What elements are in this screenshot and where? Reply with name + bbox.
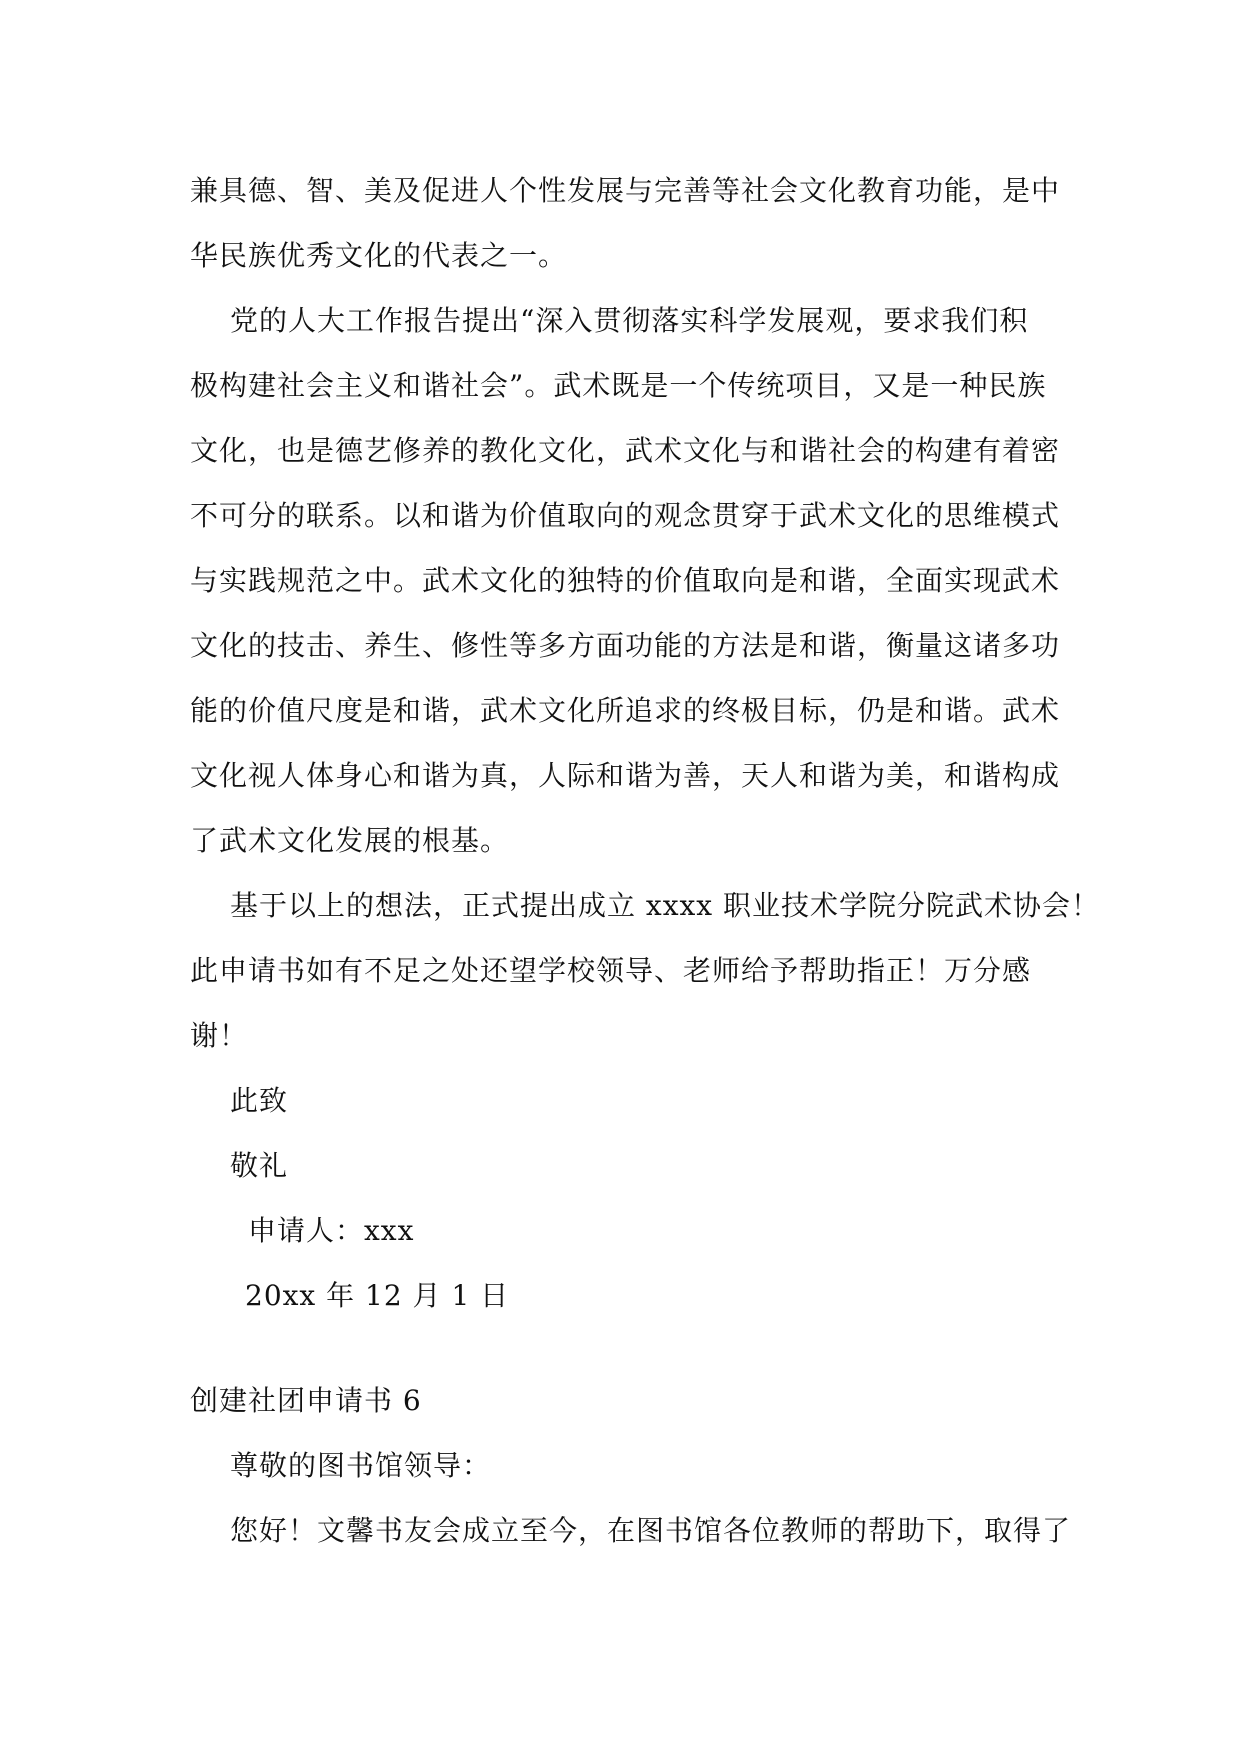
applicant-signature: 申请人：xxx — [248, 1214, 415, 1247]
text-line: 文化视人体身心和谐为真，人际和谐为善，天人和谐为美，和谐构成 — [190, 759, 1061, 792]
salutation-jing-li: 敬礼 — [230, 1149, 289, 1182]
text-line: 此申请书如有不足之处还望学校领导、老师给予帮助指正！万分感 — [190, 954, 1032, 987]
text-line: 文化，也是德艺修养的教化文化，武术文化与和谐社会的构建有着密 — [190, 434, 1061, 467]
section-title: 创建社团申请书 6 — [190, 1384, 422, 1417]
text-line: 文化的技击、养生、修性等多方面功能的方法是和谐，衡量这诸多功 — [190, 629, 1061, 662]
text-line: 与实践规范之中。武术文化的独特的价值取向是和谐，全面实现武术 — [190, 564, 1061, 597]
text-line: 华民族优秀文化的代表之一。 — [190, 239, 568, 272]
document-body — [190, 158, 1100, 1563]
paragraph-2 — [190, 288, 1060, 873]
text-line: 了武术文化发展的根基。 — [190, 824, 510, 857]
text-line: 不可分的联系。以和谐为价值取向的观念贯穿于武术文化的思维模式 — [190, 499, 1061, 532]
section-heading-block — [190, 1368, 1072, 1563]
text-line: 极构建社会主义和谐社会”。武术既是一个传统项目，又是一种民族 — [190, 369, 1047, 402]
text-line: 党的人大工作报告提出“深入贯彻落实科学发展观，要求我们积 — [230, 304, 1029, 337]
section-spacer — [190, 1328, 1060, 1368]
text-line: 基于以上的想法，正式提出成立 xxxx 职业技术学院分院武术协会！ — [230, 889, 1100, 922]
text-line: 兼具德、智、美及促进人个性发展与完善等社会文化教育功能，是中 — [190, 174, 1061, 207]
salutation-ci-zhi: 此致 — [230, 1084, 289, 1117]
closing-block — [190, 1068, 1060, 1328]
letter-opening-line: 您好！文馨书友会成立至今，在图书馆各位教师的帮助下，取得了 — [230, 1514, 1072, 1547]
text-line: 谢！ — [190, 1019, 249, 1052]
paragraph-3 — [190, 873, 1100, 1068]
text-line: 能的价值尺度是和谐，武术文化所追求的终极目标，仍是和谐。武术 — [190, 694, 1061, 727]
paragraph-1 — [190, 158, 1060, 288]
letter-date: 20xx 年 12 月 1 日 — [245, 1279, 510, 1312]
letter-greeting: 尊敬的图书馆领导： — [230, 1449, 492, 1482]
